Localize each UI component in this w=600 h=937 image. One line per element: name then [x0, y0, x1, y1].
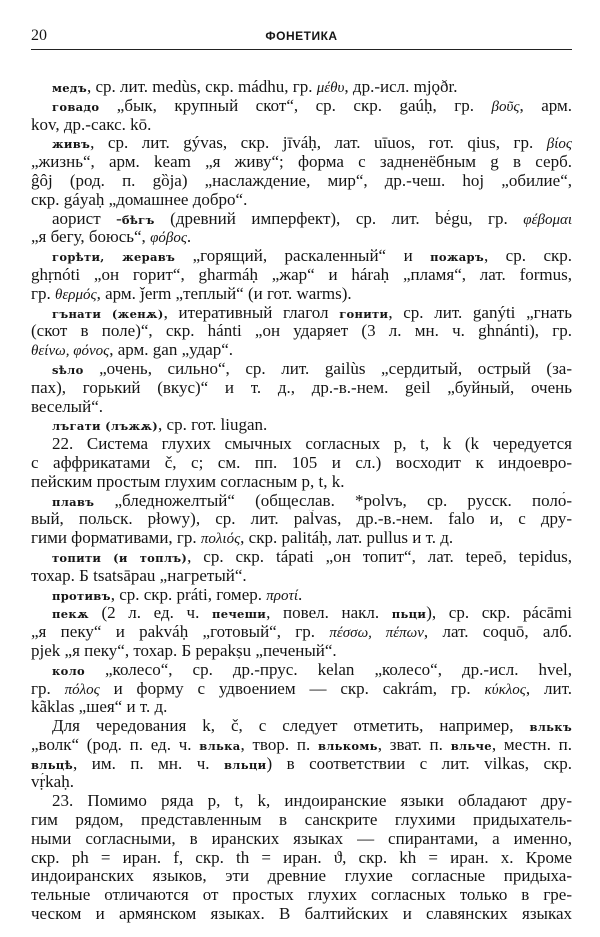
text-segment: , арм. gan „удар“. — [109, 341, 234, 360]
text-segment: , ср. лит. medùs, скр. mádhu, гр. — [87, 78, 317, 96]
text-segment: , итеративный глагол — [163, 303, 340, 322]
text-segment: 23. Помимо ряда p, t, k, индоиранские языки обладают дру- — [52, 792, 572, 811]
text-segment: „волк“ (род. п. ед. ч. — [31, 735, 200, 754]
text-segment: вый, польск. płowy), ср. лит. pal̃vas, др.-в.-нем. falo и, с дру- — [31, 510, 572, 529]
paragraph — [31, 97, 572, 135]
text-segment: аорист - — [52, 209, 122, 228]
running-title: ФОНЕТИКА — [265, 29, 338, 43]
greek-word: φόβος — [150, 230, 187, 247]
old-slavonic-word: пожаръ — [430, 250, 484, 265]
text-line — [31, 97, 572, 116]
text-segment: тельные отличаются от простых глухих согласных только в гре- — [31, 886, 572, 905]
text-line — [31, 134, 572, 153]
text-segment: , ср. лит. gývas, скр. jīváḥ, лат. uīuos, гот. qius, гр. — [90, 134, 547, 153]
text-line — [31, 435, 572, 454]
text-line — [31, 210, 572, 229]
paragraph — [31, 604, 572, 660]
text-segment: „горящий, раскаленный“ и — [175, 247, 431, 266]
text-segment: , лит. — [525, 679, 572, 698]
text-segment: ), ср. скр. pácāmi — [426, 604, 572, 623]
paragraph — [31, 661, 572, 717]
old-slavonic-word: гонити — [339, 306, 389, 321]
text-line — [31, 680, 572, 699]
text-segment: веселый“. — [31, 397, 103, 416]
text-segment: „очень, сильно“, ср. лит. gailùs „сердитый, острый (за- — [83, 359, 572, 378]
text-line — [31, 492, 572, 511]
text-line — [31, 322, 572, 341]
text-line — [31, 172, 572, 191]
text-segment: ными согласными, в иранских языках — спирантами, а именно, — [31, 829, 572, 848]
text-segment: „бык, крупный скот“, ср. скр. gaúḥ, гр. — [99, 96, 492, 115]
text-line — [31, 247, 572, 266]
text-line — [31, 529, 572, 548]
text-segment: „бледножелтый“ (общеслав. *polvъ, ср. русск. поло́- — [94, 491, 572, 510]
text-line — [31, 830, 572, 849]
paragraph — [31, 435, 572, 491]
old-slavonic-word: лъгати (лъжѫ) — [52, 419, 159, 434]
text-line — [31, 341, 572, 360]
text-segment: пах), горький (вкус)“ и т. д., др.-в.-нем. geil „буйный, очень — [31, 378, 572, 397]
old-slavonic-word: бѣгъ — [121, 212, 155, 227]
paragraph — [31, 247, 572, 303]
paragraph — [31, 78, 572, 97]
old-slavonic-word: пекѫ — [52, 607, 89, 622]
old-slavonic-word: плавъ — [52, 494, 95, 509]
text-line — [31, 755, 572, 774]
text-line — [31, 398, 572, 417]
page-header — [31, 27, 572, 50]
text-line — [31, 454, 572, 473]
text-segment: 22. Система глухих смычных согласных p, t, k (k чередуется — [52, 435, 572, 454]
text-segment: скр. ph = иран. f, скр. th = иран. ϑ, скр. kh = иран. x. Кроме — [31, 848, 572, 867]
old-slavonic-word: вльци — [224, 757, 267, 772]
text-segment: , твор. п. — [240, 735, 318, 754]
text-segment: с аффрикатами č, c; см. пп. 105 и сл.) восходит к индоевро- — [31, 453, 572, 472]
old-slavonic-word: влька — [199, 738, 241, 753]
page-body-text — [31, 78, 572, 924]
text-segment: (древний имперфект), ср. лит. bė́gu, гр. — [154, 209, 524, 228]
text-line — [31, 153, 572, 172]
text-line — [31, 623, 572, 642]
text-segment: (скот в поле)“, скр. hánti „он ударяет (3 л. мн. ч. ghnánti), гр. — [31, 322, 572, 341]
greek-word: κύκλος — [484, 681, 526, 698]
text-segment: pjek „я пеку“, тохар. Б pepakṣu „печеный“. — [31, 641, 337, 660]
text-line — [31, 78, 572, 97]
greek-word: βίος — [546, 136, 572, 153]
old-slavonic-word: горѣти, жеравъ — [52, 250, 176, 265]
text-line — [31, 285, 572, 304]
greek-word: μέθυ — [316, 80, 345, 96]
paragraph — [31, 304, 572, 360]
old-slavonic-word: ѕѣло — [52, 362, 84, 377]
text-segment: , ср. гот. liugan. — [158, 416, 268, 435]
text-segment: гим рядом, представленным в санскрите глухими придыхатель- — [31, 811, 572, 830]
old-slavonic-word: печеши — [211, 607, 267, 622]
old-slavonic-word: вльцѣ — [31, 757, 73, 772]
greek-word: πέσσω, πέπων — [329, 625, 424, 642]
paragraph — [31, 134, 572, 209]
text-segment: скр. gáyaḥ „домашнее добро“. — [31, 190, 248, 209]
text-line — [31, 886, 572, 905]
old-slavonic-word: вльче — [450, 738, 492, 753]
text-segment: тохар. Б tsatsāpau „нагретый“. — [31, 566, 247, 585]
text-segment: Для чередования k, č, c следует отметить, например, — [52, 717, 530, 736]
text-segment: , арм. ǰerm „теплый“ (и гот. warms). — [96, 284, 352, 303]
text-segment: „колесо“, ср. др.-прус. kelan „колесо“, др.-исл. hvel, — [84, 660, 572, 679]
text-line — [31, 116, 572, 135]
text-line — [31, 773, 572, 792]
text-segment: пейским простым глухим согласным p, t, k. — [31, 472, 345, 491]
paragraph — [31, 210, 572, 248]
text-segment: , местн. п. — [491, 735, 572, 754]
text-segment: kov, др.-сакс. kō. — [31, 115, 152, 134]
greek-word: θερμός — [54, 286, 97, 303]
text-segment: , др.-исл. mjǫðr. — [344, 78, 458, 96]
text-segment: (2 л. ед. ч. — [88, 604, 212, 623]
greek-word: φέβομαι — [523, 211, 572, 228]
text-segment: индоиранских языков, эти древние глухие согласные придыха- — [31, 867, 572, 886]
old-slavonic-word: топити (и топлъ) — [52, 550, 188, 565]
text-segment: гр. — [31, 679, 65, 698]
text-line — [31, 867, 572, 886]
greek-word: θείνω, φόνος — [31, 343, 110, 360]
text-line — [31, 228, 572, 247]
text-line — [31, 642, 572, 661]
text-line — [31, 510, 572, 529]
old-slavonic-word: влькомь — [317, 738, 378, 753]
text-line — [31, 567, 572, 586]
old-slavonic-word: противъ — [52, 588, 111, 603]
old-slavonic-word: живъ — [52, 137, 91, 152]
paragraph — [31, 792, 572, 924]
text-line — [31, 736, 572, 755]
old-slavonic-word: пьци — [391, 607, 427, 622]
old-slavonic-word: коло — [52, 663, 85, 678]
paragraph — [31, 717, 572, 792]
paragraph — [31, 586, 572, 605]
text-segment: гими формативами, гр. — [31, 529, 201, 548]
text-segment: . — [298, 585, 303, 604]
text-line — [31, 548, 572, 567]
text-segment: „я пеку“ и pakváḥ „готовый“, гр. — [31, 623, 330, 642]
text-segment: , зват. п. — [377, 735, 451, 754]
text-line — [31, 304, 572, 323]
text-segment: гр. — [31, 284, 55, 303]
greek-word: προτί — [266, 587, 299, 604]
greek-word: βοῦς — [491, 98, 520, 115]
text-line — [31, 717, 572, 736]
text-line — [31, 792, 572, 811]
paragraph — [31, 492, 572, 548]
text-segment: , скр. palitáḥ, лат. pullus и т. д. — [240, 529, 454, 548]
old-slavonic-word: говадо — [52, 99, 100, 114]
text-segment: ĝôj (род. п. gȍja) „наслаждение, мир“, др.-чеш. hoj „обилие“, — [31, 171, 572, 190]
text-line — [31, 698, 572, 717]
paragraph — [31, 548, 572, 586]
old-slavonic-word: гънати (женѫ) — [52, 306, 164, 321]
old-slavonic-word: медъ — [52, 81, 87, 95]
text-segment: . — [186, 228, 192, 247]
text-segment: kãklas „шея“ и т. д. — [31, 698, 168, 717]
greek-word: πολιός — [200, 531, 241, 548]
text-segment: , им. п. мн. ч. — [73, 754, 225, 773]
text-line — [31, 416, 572, 435]
text-segment: „я бегу, боюсь“, — [31, 228, 151, 247]
text-line — [31, 661, 572, 680]
paragraph — [31, 416, 572, 435]
text-line — [31, 379, 572, 398]
text-segment: , ср. скр. — [483, 247, 572, 266]
text-line — [31, 811, 572, 830]
text-segment: , повел. накл. — [266, 604, 392, 623]
text-segment: vṛ́kaḥ. — [31, 773, 74, 792]
greek-word: πόλος — [64, 681, 100, 698]
text-line — [31, 266, 572, 285]
text-segment: ) в соответствии с лит. vilkas, скр. — [266, 754, 572, 773]
text-line — [31, 360, 572, 379]
text-line — [31, 849, 572, 868]
text-line — [31, 473, 572, 492]
text-segment: и форму с удвоением — скр. cakrám, гр. — [99, 679, 485, 698]
text-segment: , ср. скр. tápati „он топит“, лат. tepeō, tepidus, — [187, 547, 572, 566]
text-segment: , ср. лит. ganýti „гнать — [388, 303, 572, 322]
page-number: 20 — [31, 27, 47, 44]
text-line — [31, 191, 572, 210]
text-line — [31, 905, 572, 924]
text-segment: ghṛnóti „он горит“, gharmáḥ „жар“ и háraḥ „пламя“, лат. formus, — [31, 265, 572, 284]
old-slavonic-word: влькъ — [529, 720, 572, 735]
text-segment: , ср. скр. práti, гомер. — [110, 585, 267, 604]
text-segment: , арм. — [519, 96, 572, 115]
text-segment: , лат. coquō, алб. — [423, 623, 572, 642]
text-line — [31, 604, 572, 623]
paragraph — [31, 360, 572, 416]
text-line — [31, 586, 572, 605]
text-segment: ческом и армянском языках. В балтийских и славянских языках — [31, 905, 572, 924]
text-segment: „жизнь“, арм. keam „я живу“; форма с задненёбным g в серб. — [31, 153, 572, 172]
